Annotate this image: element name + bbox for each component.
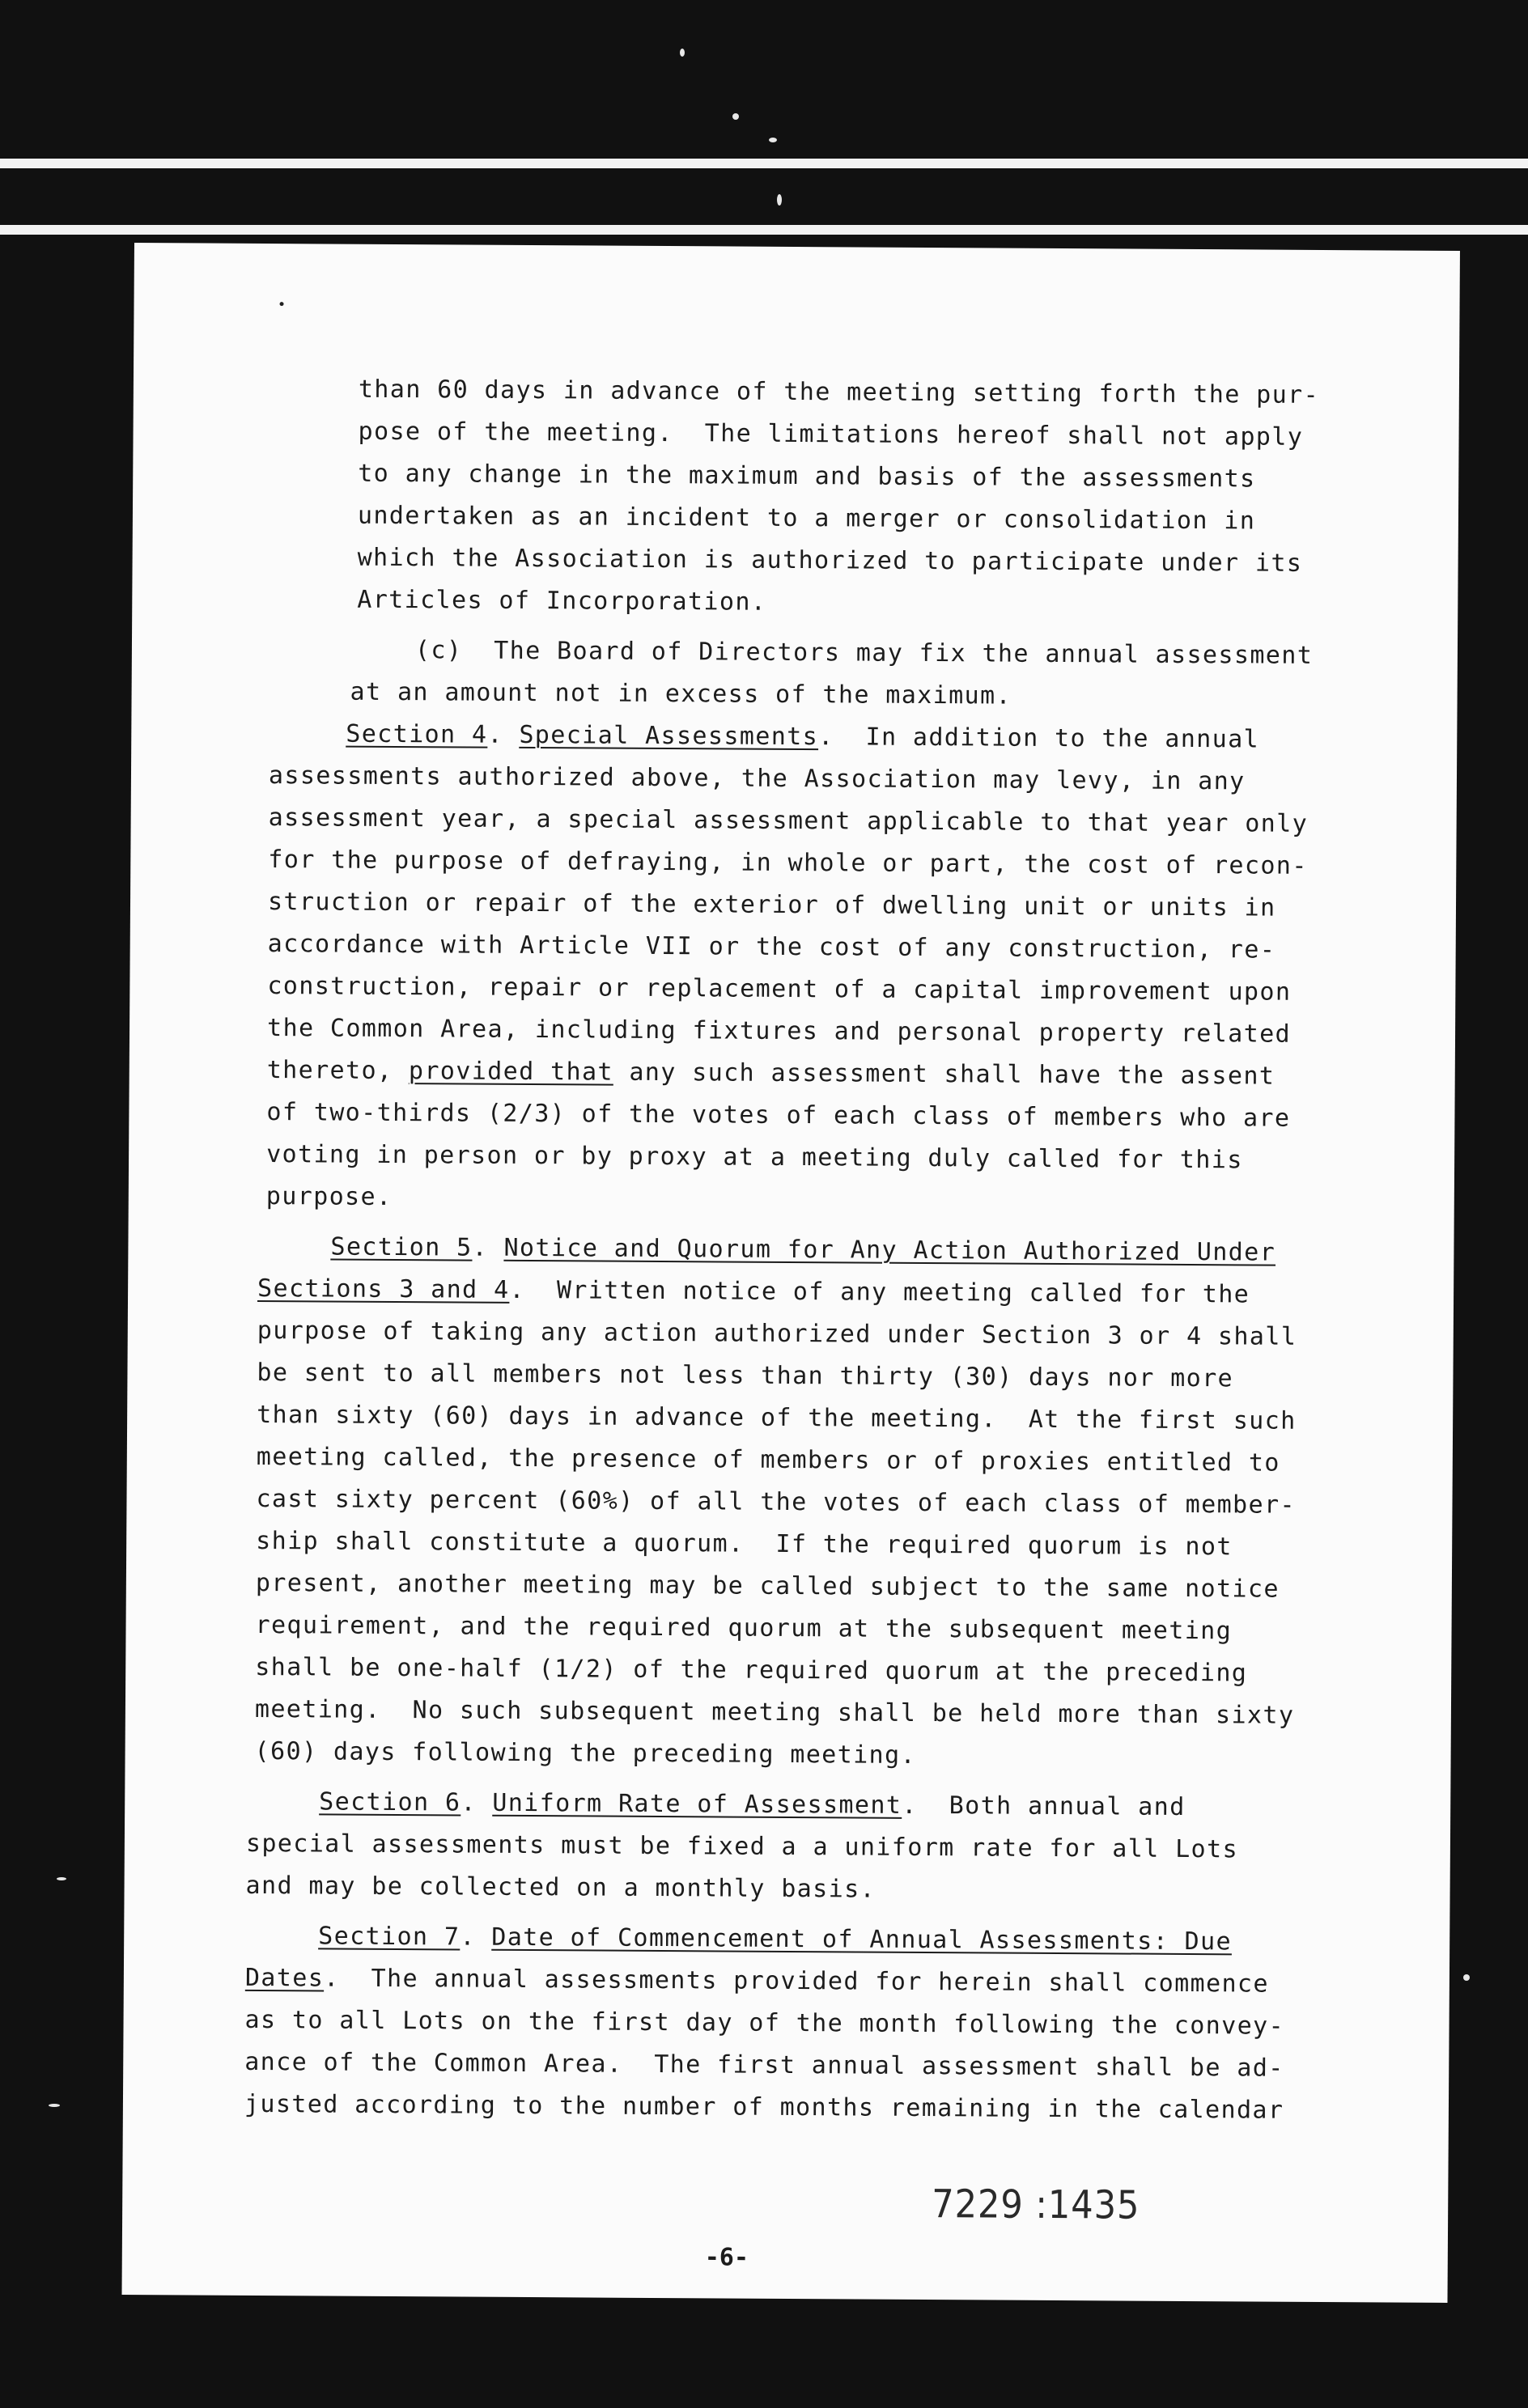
section-title: Sections 3 and 4 (257, 1274, 510, 1304)
text-line: which the Association is authorized to participate under its (357, 543, 1303, 578)
text-line: (c) The Board of Directors may fix the annual assessment (414, 636, 1314, 670)
text-line: be sent to all members not less than thirty (30) days nor more (257, 1358, 1234, 1393)
text-span: thereto, (266, 1056, 393, 1085)
text-line: Articles of Incorporation. (357, 585, 767, 617)
text-line: the Common Area, including fixtures and personal property related (266, 1014, 1292, 1049)
section-label: Section 4 (346, 719, 488, 749)
text-line: accordance with Article VII or the cost of any construction, re- (267, 930, 1276, 964)
text-span: The annual assessments provided for herein shall commence (371, 1964, 1270, 1999)
section-title: Uniform Rate of Assessment (492, 1788, 902, 1820)
text-line: present, another meeting may be called subject to the same notice (255, 1568, 1280, 1604)
document-page (122, 243, 1460, 2303)
section-5-heading: Section 5. Notice and Quorum for Any Action Authorized Under (330, 1232, 1276, 1267)
text-line: meeting. No such subsequent meeting shall be held more than sixty (254, 1694, 1295, 1730)
text-line: of two-thirds (2/3) of the votes of each class of members who are (266, 1098, 1291, 1133)
text-line: for the purpose of defraying, in whole or part, the cost of recon- (268, 846, 1308, 880)
scan-edge-top (0, 159, 1528, 168)
section-6-heading: Section 6. Uniform Rate of Assessment. Both annual and (319, 1787, 1186, 1821)
scan-edge-lower (0, 225, 1528, 235)
scan-speck (57, 1877, 66, 1880)
scan-speck (732, 113, 739, 120)
section-label: Section 6 (319, 1787, 461, 1817)
scan-speck (777, 194, 782, 206)
text-line (267, 1056, 1275, 1092)
text-line: than sixty (60) days in advance of the meeting. At the first such (257, 1400, 1297, 1435)
text-line: assessments authorized above, the Association may levy, in any (268, 761, 1246, 796)
text-line: than 60 days in advance of the meeting setting forth the pur- (358, 375, 1320, 409)
text-line: and may be collected on a monthly basis. (245, 1871, 876, 1904)
section-title: Notice and Quorum for Any Action Authorized Under (503, 1233, 1276, 1267)
text-line: justed according to the number of months remaining in the calendar (244, 2089, 1284, 2125)
provided-that-phrase: provided that (408, 1057, 614, 1087)
section-title: Date of Commencement of Annual Assessments: Due (491, 1923, 1233, 1956)
text-span: Written notice of any meeting called for the (556, 1276, 1250, 1309)
registry-stamp: 7229 :1435 (932, 2181, 1140, 2228)
section-label: Section 5 (330, 1232, 473, 1262)
section-label: Section 7 (318, 1922, 461, 1952)
text-line: pose of the meeting. The limitations hereof shall not apply (358, 417, 1304, 451)
text-line: requirement, and the required quorum at the subsequent meeting (255, 1610, 1233, 1646)
text-line: purpose. (265, 1182, 393, 1211)
text-line: undertaken as an incident to a merger or consolidation in (357, 501, 1256, 536)
section-4-heading: Section 4. Special Assessments. In addition to the annual (346, 719, 1260, 754)
scan-speck (49, 2104, 60, 2107)
text-span: Both annual and (949, 1791, 1186, 1821)
scan-speck (769, 138, 777, 142)
document-body (122, 243, 1460, 2303)
text-line: struction or repair of the exterior of dwelling unit or units in (267, 888, 1276, 922)
text-line: assessment year, a special assessment applicable to that year only (268, 803, 1309, 838)
text-line: as to all Lots on the first day of the month following the convey- (244, 2005, 1285, 2041)
text-line: ship shall constitute a quorum. If the required quorum is not (256, 1526, 1233, 1562)
text-line: meeting called, the presence of members or of proxies entitled to (256, 1442, 1280, 1477)
text-line: Sections 3 and 4. Written notice of any meeting called for the (257, 1274, 1250, 1309)
scan-speck (680, 49, 685, 57)
text-line: to any change in the maximum and basis of the assessments (358, 459, 1256, 494)
page-number: -6- (704, 2243, 749, 2272)
text-line: purpose of taking any action authorized under Section 3 or 4 shall (257, 1316, 1297, 1351)
text-line: cast sixty percent (60%) of all the votes of each class of member- (256, 1484, 1297, 1520)
text-line: construction, repair or replacement of a capital improvement upon (267, 972, 1292, 1007)
text-line: special assessments must be fixed a a uniform rate for all Lots (245, 1829, 1239, 1864)
scan-speck (1463, 1974, 1470, 1981)
text-span: In addition to the annual (865, 723, 1260, 754)
text-span: any such assessment shall have the assent (629, 1058, 1275, 1091)
text-line: (60) days following the preceding meeting. (254, 1736, 917, 1770)
text-line: Dates. The annual assessments provided for herein shall commence (244, 1963, 1270, 1999)
text-line: at an amount not in excess of the maximum. (350, 677, 1012, 710)
text-line: voting in person or by proxy at a meeting duly called for this (266, 1140, 1243, 1175)
section-7-heading: Section 7. Date of Commencement of Annual Assessments: Due (318, 1922, 1233, 1956)
section-title: Special Assessments (519, 720, 819, 752)
section-title: Dates (244, 1963, 325, 1993)
text-line: shall be one-half (1/2) of the required quorum at the preceding (255, 1652, 1248, 1688)
text-line: ance of the Common Area. The first annual assessment shall be ad- (244, 2047, 1284, 2083)
